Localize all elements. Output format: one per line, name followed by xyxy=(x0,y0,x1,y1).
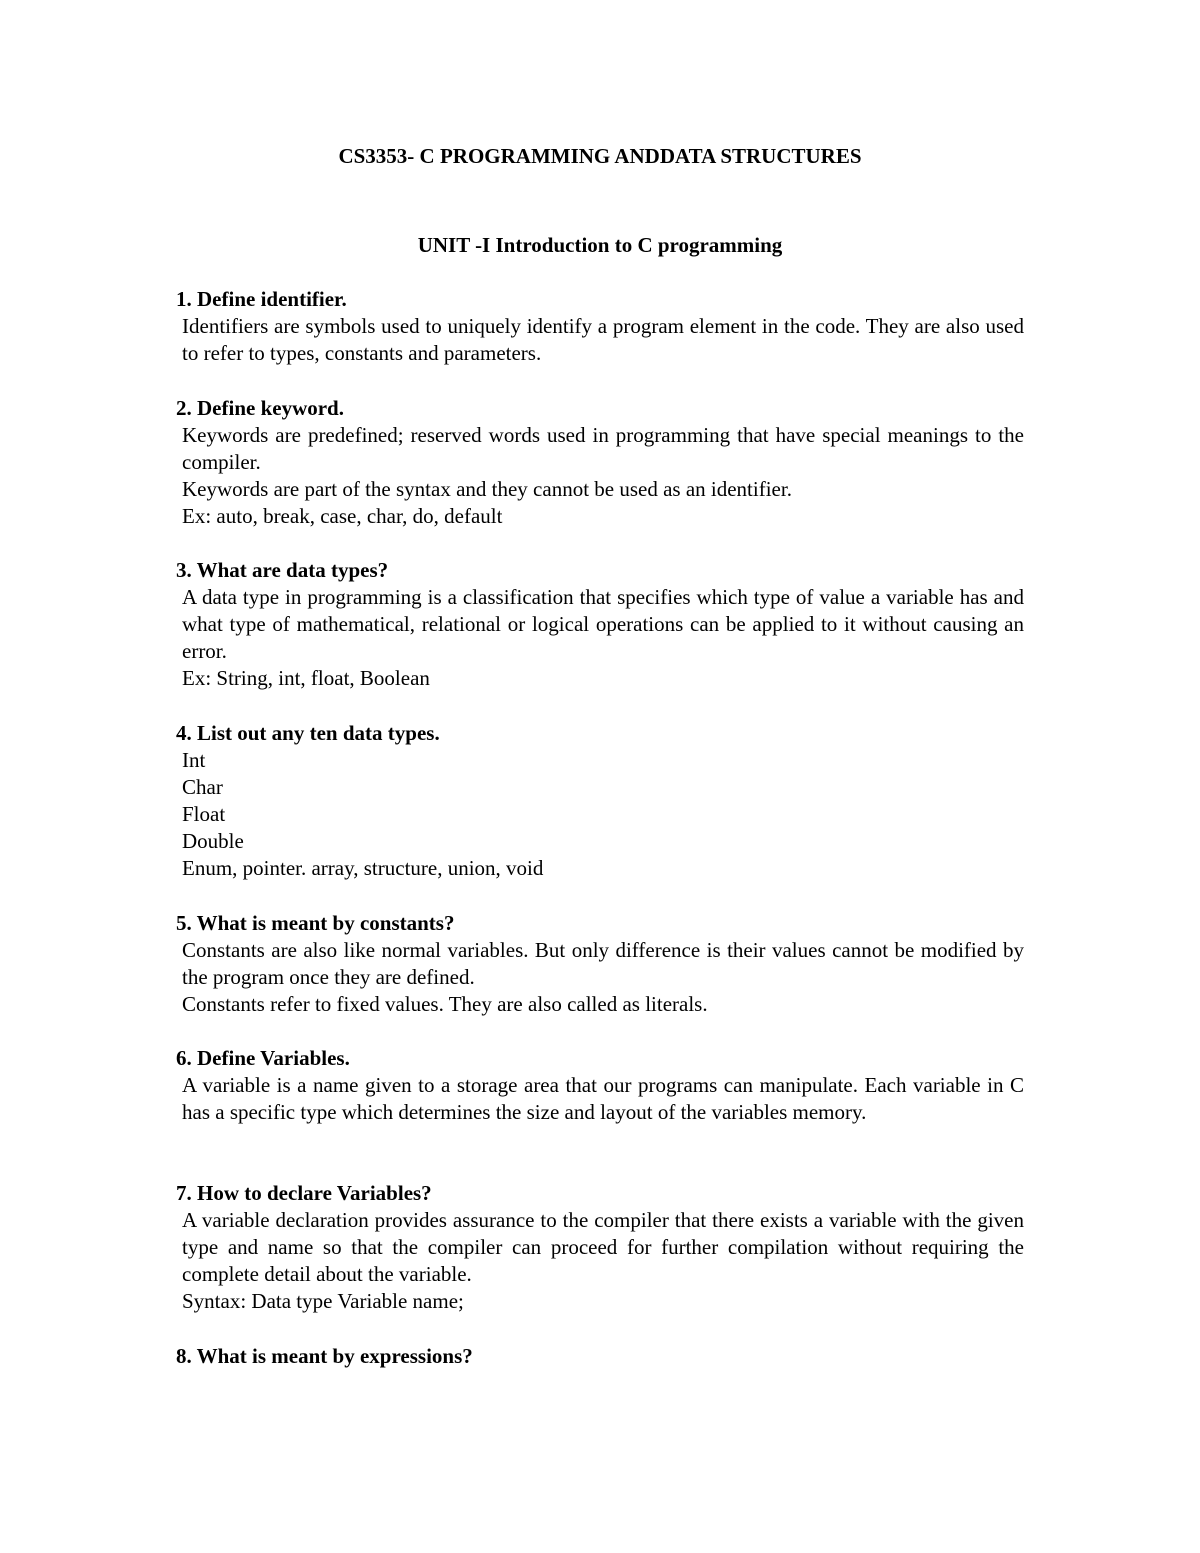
question-heading: 4. List out any ten data types. xyxy=(176,721,440,745)
qa-block-6 xyxy=(176,1045,1024,1126)
qa-block-2 xyxy=(176,395,1024,530)
answer-paragraph: Constants are also like normal variables. But only difference is their values cannot be modified by the program once they are defined. xyxy=(182,938,1024,989)
question-heading: 8. What is meant by expressions? xyxy=(176,1344,473,1368)
list-item: Enum, pointer. array, structure, union, void xyxy=(182,856,544,880)
answer-line: Constants refer to fixed values. They are also called as literals. xyxy=(182,992,708,1016)
unit-title: UNIT -I Introduction to C programming xyxy=(417,233,783,257)
list-item: Int xyxy=(182,748,206,772)
list-item: Float xyxy=(182,802,226,826)
qa-block-1 xyxy=(176,286,1024,367)
question-heading: 2. Define keyword. xyxy=(176,396,344,420)
answer-paragraph: A data type in programming is a classification that specifies which type of value a variable has and what type of mathematical, relational or logical operations can be applied to it without causing an error. xyxy=(182,585,1024,663)
list-item: Char xyxy=(182,775,223,799)
answer-paragraph: Identifiers are symbols used to uniquely identify a program element in the code. They are also used to refer to types, constants and parameters. xyxy=(182,314,1024,365)
qa-block-3 xyxy=(176,557,1024,692)
answer-syntax: Syntax: Data type Variable name; xyxy=(182,1289,464,1313)
qa-block-4 xyxy=(176,720,1024,882)
answer-example: Ex: auto, break, case, char, do, default xyxy=(182,504,503,528)
question-heading: 3. What are data types? xyxy=(176,558,389,582)
document-title: CS3353- C PROGRAMMING ANDDATA STRUCTURES xyxy=(338,144,862,168)
question-heading: 6. Define Variables. xyxy=(176,1046,350,1070)
qa-block-5 xyxy=(176,910,1024,1018)
question-heading: 7. How to declare Variables? xyxy=(176,1181,432,1205)
qa-block-8 xyxy=(176,1343,1024,1370)
answer-example: Ex: String, int, float, Boolean xyxy=(182,666,430,690)
answer-paragraph: A variable declaration provides assurance to the compiler that there exists a variable with the given type and name so that the compiler can proceed for further compilation without requiring the complete detail about the variable. xyxy=(182,1208,1024,1286)
answer-paragraph: A variable is a name given to a storage area that our programs can manipulate. Each variable in C has a specific type which determines the size and layout of the variables memory. xyxy=(182,1073,1024,1124)
question-heading: 1. Define identifier. xyxy=(176,287,347,311)
qa-block-7 xyxy=(176,1180,1024,1315)
list-item: Double xyxy=(182,829,244,853)
answer-paragraph: Keywords are predefined; reserved words used in programming that have special meanings to the compiler. xyxy=(182,423,1024,474)
question-heading: 5. What is meant by constants? xyxy=(176,911,455,935)
answer-line: Keywords are part of the syntax and they cannot be used as an identifier. xyxy=(182,477,792,501)
